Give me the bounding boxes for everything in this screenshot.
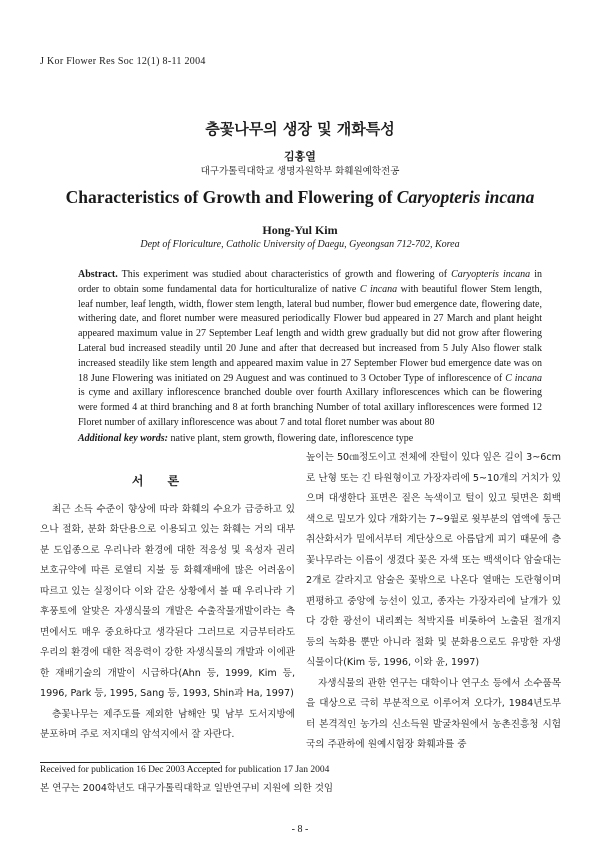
abstract	[78, 268, 542, 431]
footnote-received: Received for publication 16 Dec 2003 Accepted for publication 17 Jan 2004	[40, 765, 330, 775]
abstract-text-4: is cyme and axillary inflorescence branched double over fourth Axillary inflorescences which can be flowering were formed 4 at third branching and 8 at forth branching Number of total axillary inflorescences were formed 12 Floret number of axillary inflorescence was about 7 and total floret number was about 80	[78, 387, 542, 428]
body-column-right	[306, 448, 561, 756]
korean-author: 김홍열	[284, 150, 316, 163]
korean-affiliation: 대구가톨릭대학교 생명자원학부 화훼원예학전공	[200, 166, 400, 177]
keywords-label: Additional key words:	[78, 433, 169, 444]
keywords	[78, 433, 542, 444]
body-paragraph: 높이는 50㎝정도이고 전체에 잔털이 있다 잎은 길이 3~6cm로 난형 또는 긴 타원형이고 가장자리에 5~10개의 거치가 있으며 대생한다 표면은 짙은 녹색이고 털이 있고 뒷면은 회백색으로 밀모가 있다 개화기는 7~9월로 윗부분의 엽액에 둥근 취산화서가 밑에서부터 계단상으로 아름답게 피기 때문에 층꽃나무라는 이름이 생겼다 꽃은 자색 또는 백색이다 암술대는 2개로 갈라지고 암술은 꽃밖으로 나온다 열매는 도란형이며 편평하고 중앙에 능선이 있고, 종자는 가장자리에 날개가 있다 강한 광선이 내리쬐는 척박지를 비롯하여 노출된 절개지 등의 녹화용 뿐만 아니라 절화 및 분화용으로도 유망한 자생식물이다(Kim 등, 1996, 이와 윤, 1997)	[306, 452, 561, 668]
section-title-introduction: 서론	[131, 474, 204, 488]
intro-paragraph: 층꽃나무는 제주도를 제외한 남해안 및 남부 도서지방에 분포하며 주로 저지대의 암석지에서 잘 자란다.	[40, 708, 295, 740]
abstract-species-3: C incana	[505, 372, 542, 384]
page-number: - 8 -	[291, 824, 309, 835]
english-author: Hong-Yul Kim	[262, 223, 338, 237]
korean-title: 층꽃나무의 생장 및 개화특성	[205, 120, 395, 138]
journal-citation: J Kor Flower Res Soc 12(1) 8-11 2004	[40, 56, 206, 67]
footnote-funding: 본 연구는 2004학년도 대구가톨릭대학교 일반연구비 지원에 의한 것임	[40, 783, 334, 794]
english-title-species: Caryopteris incana	[396, 187, 535, 207]
body-column-left	[40, 471, 295, 746]
abstract-text-1: This experiment was studied about characteristics of growth and flowering of	[117, 269, 452, 280]
english-title	[0, 187, 600, 208]
abstract-text-2: in order to obtain some fundamental data for horticulturalize of native	[78, 269, 543, 295]
english-affiliation: Dept of Floriculture, Catholic University of Daegu, Gyeongsan 712-702, Korea	[140, 239, 460, 250]
abstract-text-3: with beautiful flower Stem length, leaf number, leaf length, width, flower stem length, lateral bud number, flower bud emergence date, flowering date, withering date, and floret number were measured periodically Flower bud appeared in 27 March and plant height appeared maximum value in 27 September Leaf length and width grew gradually but did not grow after flowering Lateral bud increased steadily until 20 June and after that decreased but increased from 5 July Also flower stalk increased steadily like stem length and appeared maxim value in 27 September Flower bud emergence date was on 18 June Flowering was initiated on 29 Auguest and was continued to 3 October Type of inflorescence of	[78, 283, 542, 384]
keywords-text: native plant, stem growth, flowering date, inflorescence type	[168, 433, 414, 444]
abstract-label: Abstract.	[78, 269, 118, 280]
english-title-main: Characteristics of Growth and Flowering of	[65, 187, 397, 207]
intro-paragraph: 최근 소득 수준이 향상에 따라 화훼의 수요가 급증하고 있으나 절화, 분화 화단용으로 이용되고 있는 화훼는 거의 대부분 도입종으로 우리나라 환경에 대한 적응성 및 육성자 권리보호규약에 따른 로열티 지불 등 화훼재배에 많은 어려움이 따르고 있는 실정이다 이와 같은 상황에서 볼 때 우리나라 기후풍토에 알맞은 자생식물의 개발은 수출작물개발이라는 측면에서도 매우 중요하다고 생각된다 그러므로 지금부터라도 우리의 환경에 대한 적응력이 강한 자생식물의 개발과 이에관한 재배기술의 개발이 시급하다(Ahn 등, 1999, Kim 등, 1996, Park 등, 1995, Sang 등, 1993, Shin과 Ha, 1997)	[40, 503, 295, 699]
abstract-species-2: C incana	[359, 283, 398, 295]
abstract-species-1: Caryopteris incana	[451, 269, 531, 280]
footnote-divider	[40, 762, 220, 763]
body-paragraph: 자생식물의 관한 연구는 대학이나 연구소 등에서 소수품목을 대상으로 극히 부분적으로 이루어져 오다가, 1984년도부터 본격적인 농가의 신소득원 발굴차원에서 농촌진흥청 시험국의 주관하에 원예시험장 화훼과를 중	[306, 677, 561, 750]
